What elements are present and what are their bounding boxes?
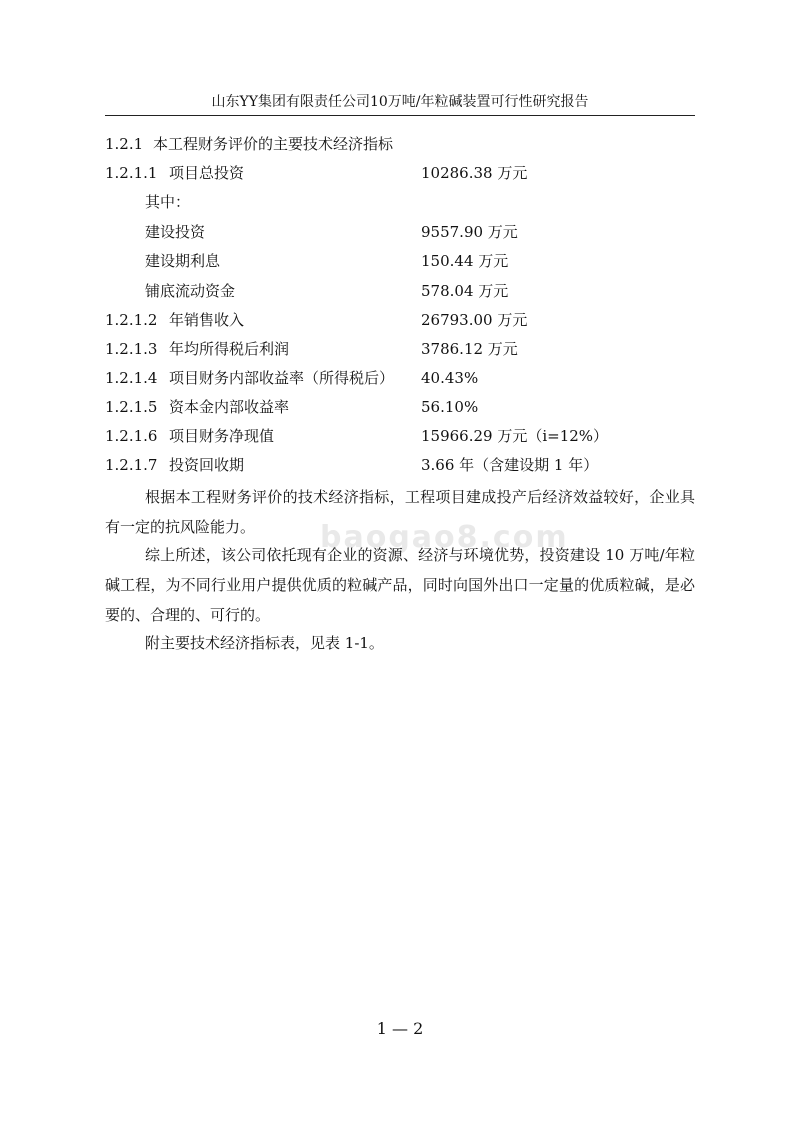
indicator-row <box>105 337 705 361</box>
section-heading <box>105 132 705 156</box>
indicator-value: 40.43% <box>421 369 479 387</box>
indicator-label: 建设投资 <box>145 223 206 241</box>
indicator-row <box>105 395 705 419</box>
indicator-value: 56.10% <box>421 398 479 416</box>
indicator-row <box>105 424 705 448</box>
indicator-row <box>105 249 705 273</box>
indicator-label: 铺底流动资金 <box>145 282 236 300</box>
indicator-number: 1.2.1.3 <box>105 340 158 358</box>
indicator-value: 10286.38 万元 <box>421 164 528 182</box>
indicator-number: 1.2.1.1 <box>105 164 158 182</box>
indicator-value: 15966.29 万元（i=12%） <box>421 427 609 445</box>
watermark: baogao8.com <box>320 520 569 555</box>
indicator-label: 年均所得税后利润 <box>169 340 290 358</box>
page-header: 山东YY集团有限责任公司10万吨/年粒碱装置可行性研究报告 <box>211 94 589 110</box>
indicator-number: 1.2.1.4 <box>105 369 158 387</box>
indicator-row <box>105 453 705 477</box>
indicator-row <box>105 279 705 303</box>
indicator-row <box>105 366 705 390</box>
indicator-label: 建设期利息 <box>145 252 221 270</box>
header-rule <box>105 115 695 116</box>
indicator-number: 1.2.1.6 <box>105 427 158 445</box>
indicator-value: 9557.90 万元 <box>421 223 518 241</box>
indicator-value: 26793.00 万元 <box>421 311 528 329</box>
indicator-number: 1.2.1.2 <box>105 311 158 329</box>
indicator-label: 项目财务内部收益率（所得税后） <box>169 369 395 387</box>
indicator-row <box>105 161 705 185</box>
indicator-value: 150.44 万元 <box>421 252 509 270</box>
indicator-label: 年销售收入 <box>169 311 245 329</box>
indicator-row <box>105 220 705 244</box>
indicator-label: 项目总投资 <box>169 164 245 182</box>
section-title: 本工程财务评价的主要技术经济指标 <box>153 135 394 153</box>
indicator-value: 578.04 万元 <box>421 282 509 300</box>
indicator-value: 3786.12 万元 <box>421 340 518 358</box>
indicator-label: 其中： <box>145 193 191 211</box>
indicator-number: 1.2.1.5 <box>105 398 158 416</box>
body-paragraph: 综上所述，该公司依托现有企业的资源、经济与环境优势，投资建设 10 万吨/年粒碱工程，为不同行业用户提供优质的粒碱产品，同时向国外出口一定量的优质粒碱，是必要的、合理的、可行的。 <box>105 546 695 624</box>
indicator-label: 投资回收期 <box>169 456 245 474</box>
body-paragraph: 附主要技术经济指标表，见表 1-1。 <box>145 634 384 652</box>
page-number: 1 — 2 <box>376 1019 424 1038</box>
indicator-row <box>105 308 705 332</box>
indicator-row <box>105 190 705 214</box>
indicator-label: 资本金内部收益率 <box>169 398 290 416</box>
indicator-number: 1.2.1.7 <box>105 456 158 474</box>
body-paragraph: 根据本工程财务评价的技术经济指标，工程项目建成投产后经济效益较好，企业具有一定的抗风险能力。 <box>105 488 695 536</box>
indicator-label: 项目财务净现值 <box>169 427 275 445</box>
indicator-value: 3.66 年（含建设期 1 年） <box>421 456 599 474</box>
section-number: 1.2.1 <box>105 135 144 153</box>
